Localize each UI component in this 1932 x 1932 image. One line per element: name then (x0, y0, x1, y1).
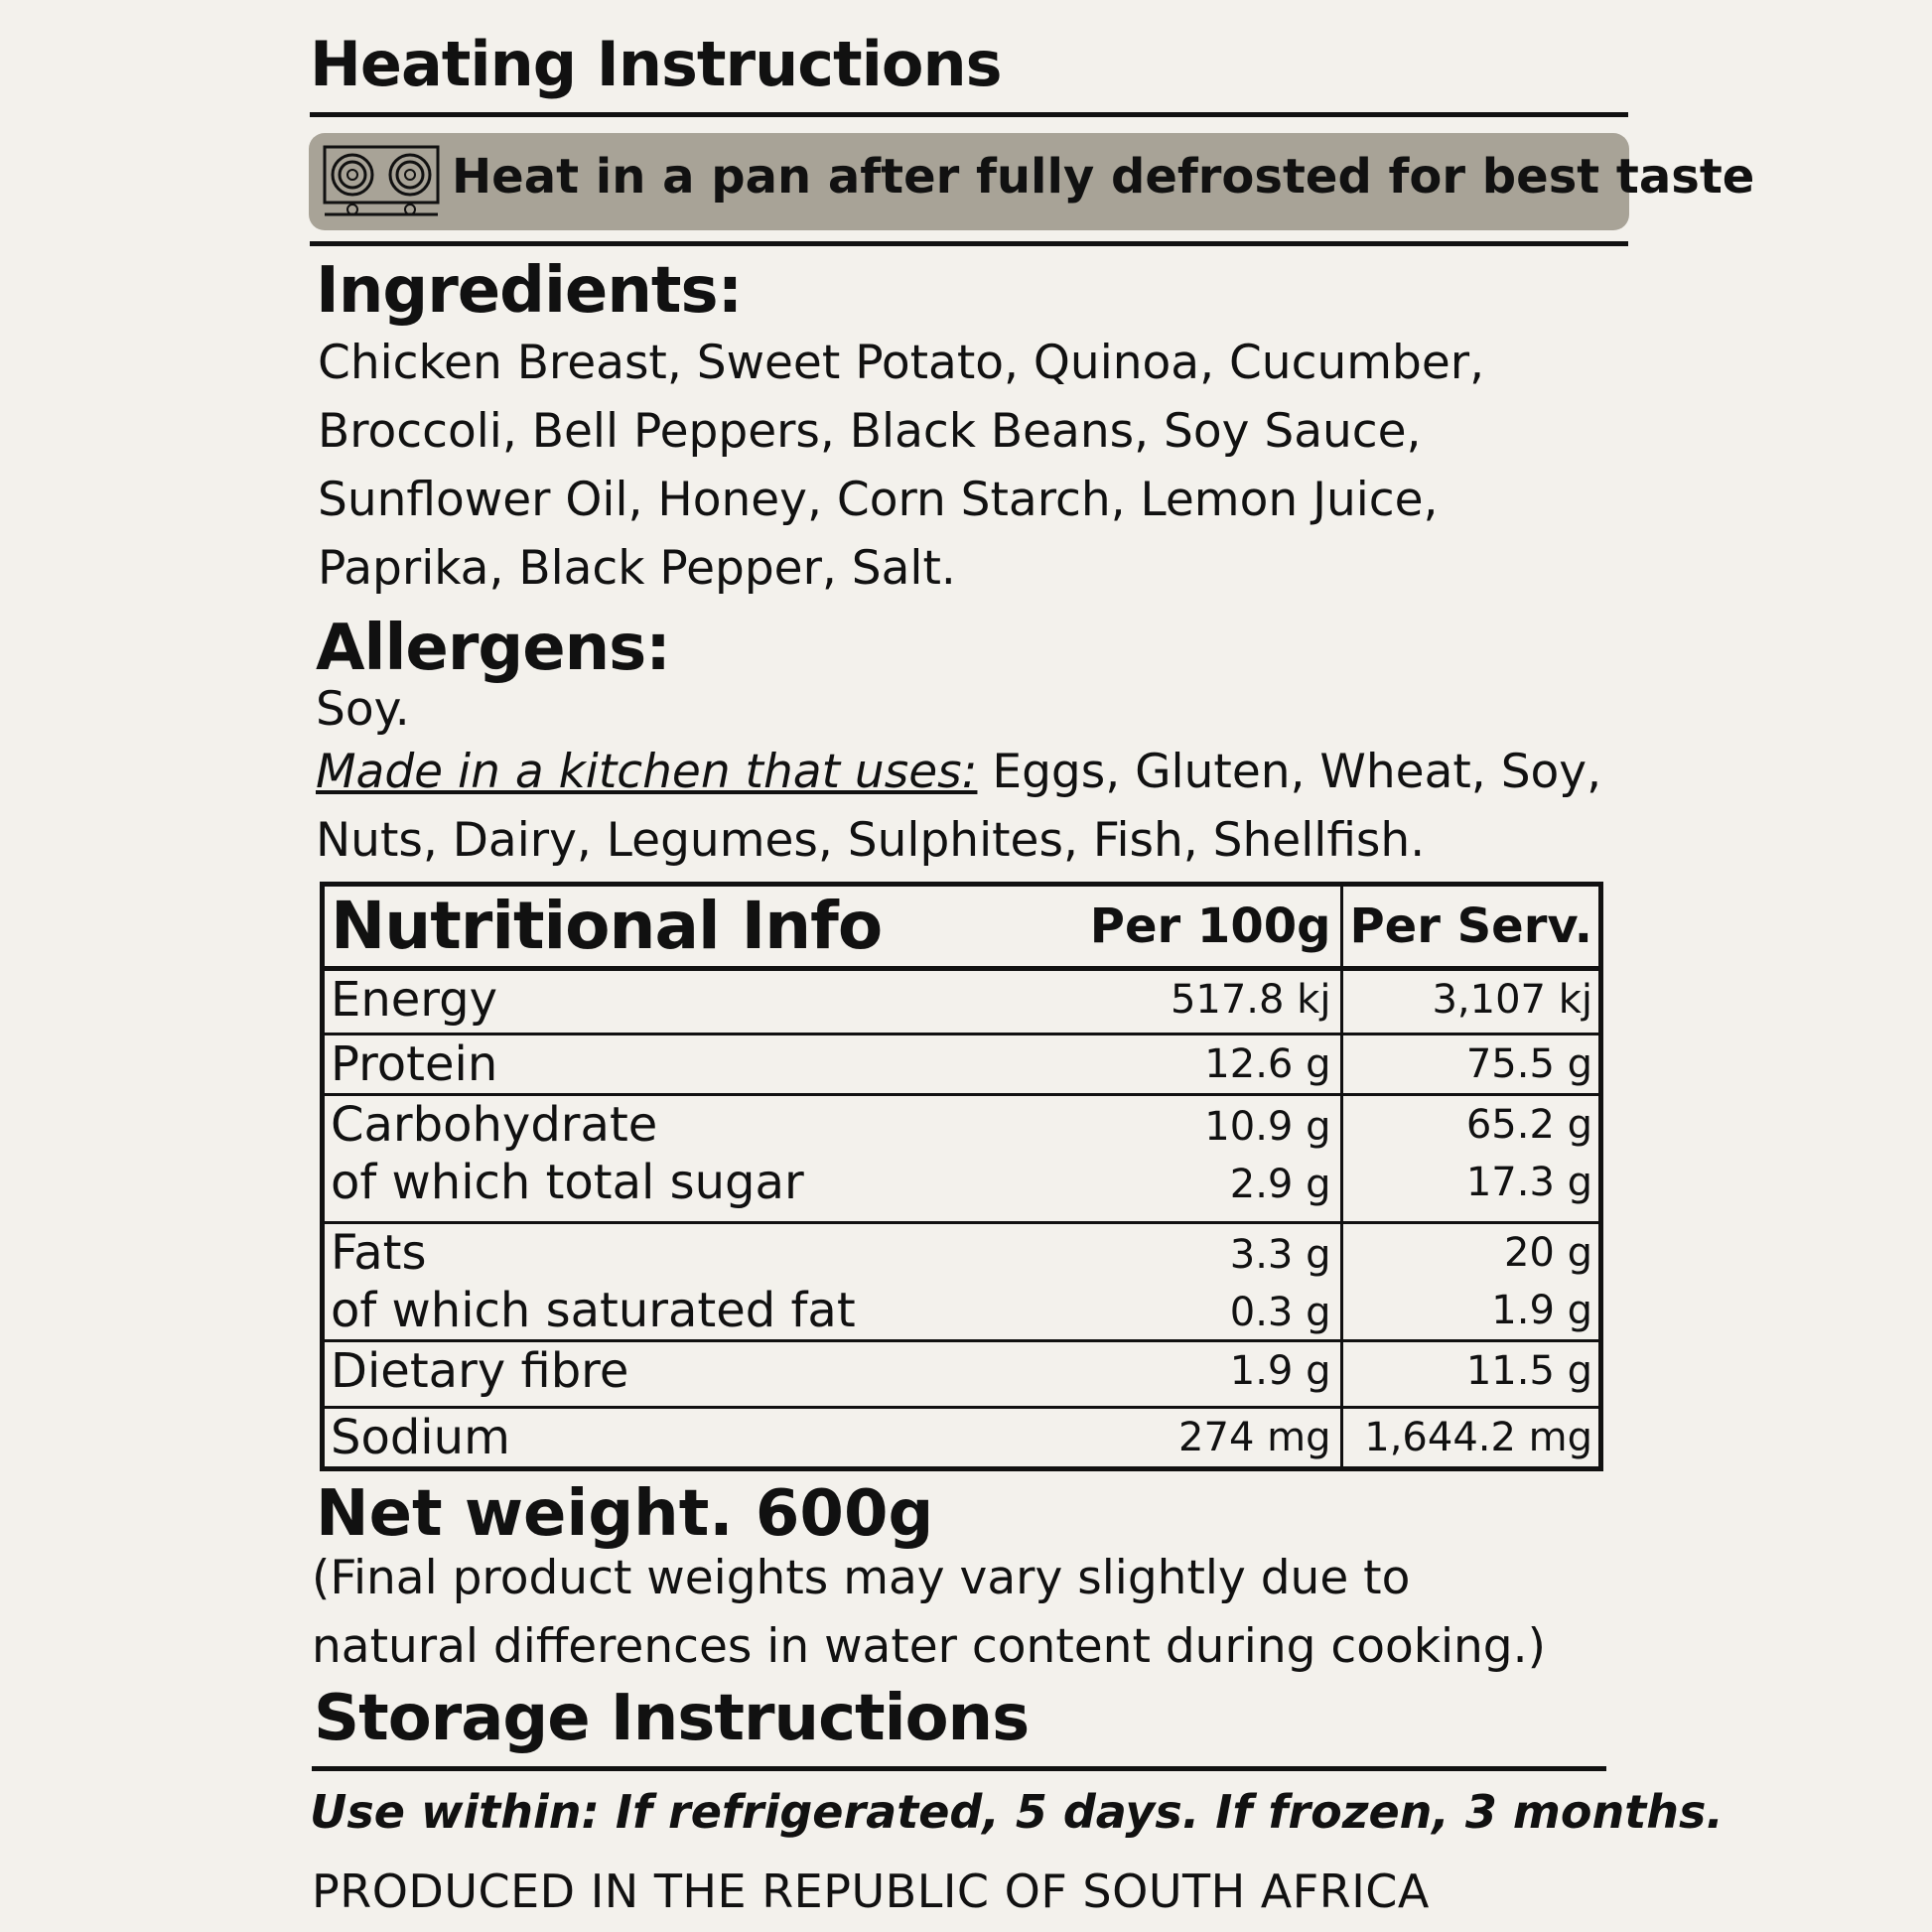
produced-in: PRODUCED IN THE REPUBLIC OF SOUTH AFRICA (312, 1864, 1430, 1918)
row-sub-label: of which saturated fat (331, 1283, 856, 1338)
allergens-kitchen (316, 738, 1601, 875)
row-per100: 12.6 g (1204, 1041, 1331, 1087)
row-serv: 11.5 g (1342, 1341, 1601, 1408)
row-label: Protein (331, 1036, 498, 1092)
stove-icon (323, 145, 440, 216)
table-row (323, 1035, 1601, 1095)
row-per100: 1.9 g (1229, 1348, 1331, 1394)
row-serv: 65.2 g (1465, 1102, 1592, 1148)
kitchen-list: Eggs, Gluten, Wheat, Soy, (977, 745, 1602, 799)
table-row (323, 969, 1601, 1035)
storage-use-within: Use within: If refrigerated, 5 days. If frozen, 3 months. (310, 1785, 1724, 1839)
row-label: Fats (331, 1225, 427, 1281)
nutrition-header-row (323, 885, 1601, 969)
row-label: Sodium (331, 1410, 510, 1465)
kitchen-label: Made in a kitchen that uses: (316, 745, 978, 799)
ingredients-list (318, 329, 1484, 603)
table-row (323, 1223, 1601, 1341)
allergens-title: Allergens: (316, 612, 670, 685)
table-row (323, 1341, 1601, 1408)
ingredients-line: Chicken Breast, Sweet Potato, Quinoa, Cucumber, (318, 336, 1485, 390)
table-row (323, 1095, 1601, 1223)
row-per100: 10.9 g (1204, 1104, 1331, 1150)
heating-title: Heating Instructions (310, 28, 1002, 100)
row-sub-label: of which total sugar (331, 1155, 804, 1210)
table-row (323, 1408, 1601, 1469)
ingredients-title: Ingredients: (316, 254, 743, 328)
net-weight-note-line: (Final product weights may vary slightly due to (312, 1551, 1411, 1605)
col-serv: Per Serv. (1342, 885, 1601, 969)
ingredients-line: Broccoli, Bell Peppers, Black Beans, Soy Sauce, (318, 404, 1422, 459)
row-serv: 20 g (1503, 1230, 1592, 1276)
nutrition-table (320, 882, 1603, 1471)
allergens-contains: Soy. (316, 682, 410, 737)
row-serv: 75.5 g (1342, 1035, 1601, 1095)
row-label: Carbohydrate (331, 1097, 658, 1153)
row-label: Dietary fibre (331, 1343, 629, 1399)
ingredients-line: Sunflower Oil, Honey, Corn Starch, Lemon Juice, (318, 473, 1439, 527)
row-per100: 3.3 g (1229, 1232, 1331, 1278)
row-sub-serv: 17.3 g (1465, 1160, 1592, 1205)
row-sub-per100: 2.9 g (1229, 1162, 1331, 1207)
kitchen-list-cont: Nuts, Dairy, Legumes, Sulphites, Fish, Shellfish. (316, 813, 1426, 868)
net-weight: Net weight. 600g (316, 1477, 934, 1551)
heating-instruction: Heat in a pan after fully defrosted for best taste (452, 149, 1755, 205)
ingredients-divider (310, 241, 1628, 246)
storage-divider (312, 1766, 1606, 1771)
row-per100: 274 mg (1178, 1415, 1331, 1460)
row-sub-per100: 0.3 g (1229, 1290, 1331, 1335)
col-per100: Per 100g (1089, 898, 1331, 954)
row-per100: 517.8 kj (1170, 977, 1331, 1023)
row-serv: 1,644.2 mg (1342, 1408, 1601, 1469)
row-serv: 3,107 kj (1342, 969, 1601, 1035)
nutrition-title: Nutritional Info (331, 888, 883, 964)
heating-divider (310, 112, 1628, 117)
row-label: Energy (331, 972, 498, 1028)
net-weight-note-line: natural differences in water content during cooking.) (312, 1619, 1546, 1674)
net-weight-note (312, 1544, 1546, 1681)
ingredients-line: Paprika, Black Pepper, Salt. (318, 541, 956, 596)
storage-title: Storage Instructions (314, 1682, 1030, 1755)
row-sub-serv: 1.9 g (1491, 1288, 1592, 1333)
